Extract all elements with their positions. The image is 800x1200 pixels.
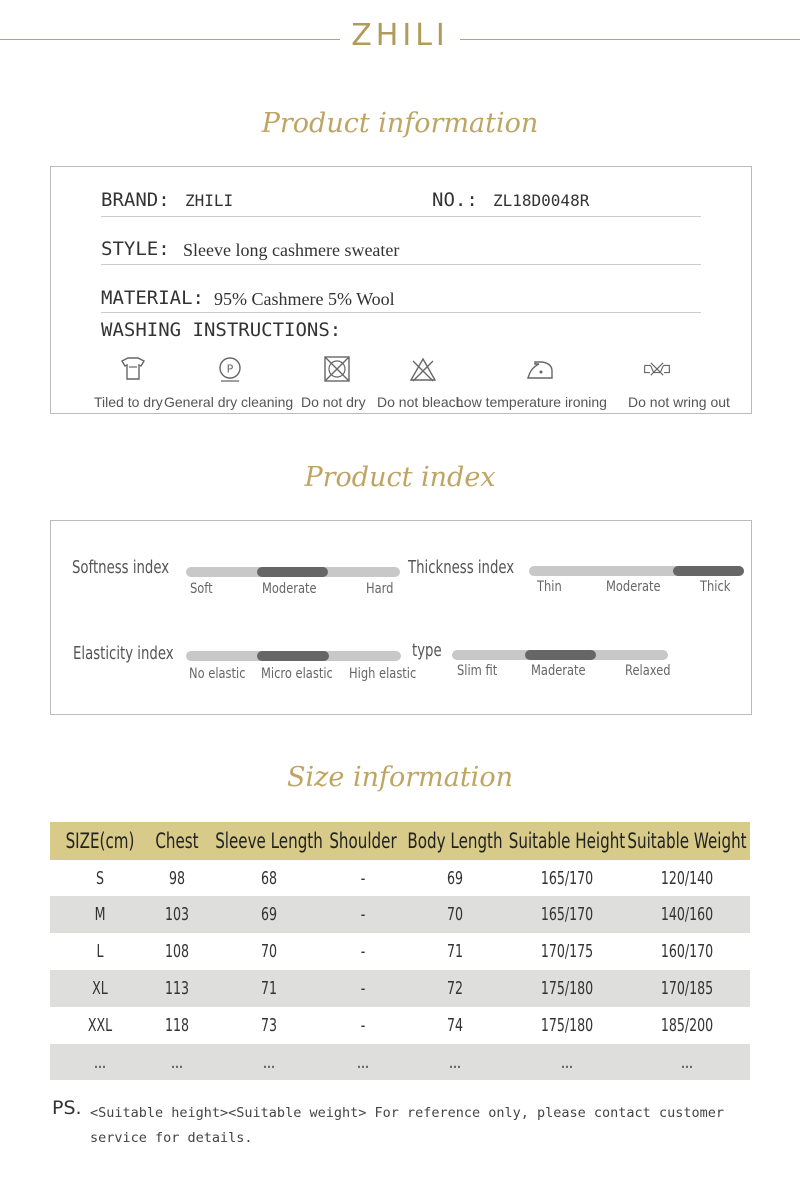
- table-cell: 74: [446, 1015, 464, 1036]
- table-row: [50, 970, 750, 1007]
- size-information-title: Size information: [287, 762, 513, 793]
- low-temperature-iron-icon: [525, 355, 555, 383]
- table-cell: 69: [260, 904, 278, 925]
- table-cell: 185/200: [660, 1015, 714, 1036]
- softness-index-label: Softness index: [72, 557, 170, 578]
- table-cell: 108: [164, 941, 190, 962]
- ps-mark: PS.: [52, 1097, 82, 1119]
- do-not-dry-icon: [322, 355, 352, 383]
- no-value: ZL18D0048R: [493, 191, 590, 210]
- table-cell: 69: [446, 867, 464, 889]
- table-cell: ...: [170, 1051, 184, 1073]
- table-row: [50, 1044, 750, 1080]
- table-cell: 175/180: [540, 978, 594, 999]
- header-body-length: Body Length: [407, 829, 503, 853]
- table-cell: 140/160: [660, 904, 714, 925]
- table-cell: 70: [446, 904, 464, 925]
- table-cell: 70: [260, 941, 278, 962]
- ps-note: <Suitable height><Suitable weight> For reference only, please contact customer service for details.: [90, 1105, 724, 1146]
- style-label: STYLE:: [101, 238, 170, 260]
- table-cell: 160/170: [660, 941, 714, 962]
- thickness-option-thin: Thin: [537, 579, 562, 595]
- wash-label-tiled-to-dry: Tiled to dry: [94, 394, 163, 410]
- wash-label-low-temp-iron: Low temperature ironing: [456, 394, 607, 410]
- table-cell: -: [360, 978, 366, 999]
- no-label: NO.:: [432, 189, 478, 211]
- softness-marker: [257, 567, 328, 577]
- table-cell: 113: [164, 978, 190, 999]
- table-cell: 165/170: [540, 867, 594, 889]
- table-cell: 68: [260, 867, 278, 889]
- table-cell: L: [96, 941, 104, 962]
- style-value: Sleeve long cashmere sweater: [183, 240, 400, 260]
- table-cell: ...: [262, 1051, 276, 1073]
- elasticity-index-label: Elasticity index: [73, 643, 174, 664]
- tiled-to-dry-icon: [118, 355, 148, 383]
- brand-divider-left: [0, 39, 340, 40]
- header-size: SIZE(cm): [65, 829, 135, 853]
- material-value: 95% Cashmere 5% Wool: [214, 289, 395, 309]
- table-cell: 72: [446, 978, 464, 999]
- header-shoulder: Shoulder: [329, 829, 397, 853]
- type-label: type: [412, 640, 442, 661]
- softness-option-moderate: Moderate: [262, 581, 317, 597]
- divider-style: [101, 264, 701, 265]
- brand-logo: ZHILI: [351, 18, 449, 53]
- size-table-header: [50, 822, 750, 860]
- table-cell: -: [360, 1015, 366, 1036]
- thickness-index-label: Thickness index: [408, 557, 515, 578]
- dry-cleaning-icon: [215, 355, 245, 383]
- divider-brand: [101, 216, 701, 217]
- product-index-box: [50, 520, 752, 715]
- do-not-bleach-icon: [408, 355, 438, 383]
- elasticity-marker: [257, 651, 329, 661]
- product-index-title: Product index: [304, 462, 496, 493]
- type-marker: [525, 650, 596, 660]
- washing-label: WASHING INSTRUCTIONS:: [101, 319, 342, 341]
- table-cell: 170/185: [660, 978, 714, 999]
- table-cell: ...: [448, 1051, 462, 1073]
- header-suitable-weight: Suitable Weight: [627, 829, 747, 853]
- table-cell: M: [94, 904, 106, 925]
- type-option-maderate: Maderate: [531, 663, 586, 679]
- brand-divider-right: [460, 39, 800, 40]
- table-cell: ...: [680, 1051, 694, 1073]
- size-table: [50, 822, 750, 1080]
- elasticity-option-high-elastic: High elastic: [349, 666, 417, 682]
- type-option-slim-fit: Slim fit: [457, 663, 498, 679]
- table-cell: 170/175: [540, 941, 594, 962]
- product-information-title: Product information: [261, 108, 539, 139]
- thickness-marker: [673, 566, 744, 576]
- do-not-wring-icon: [642, 355, 672, 383]
- table-cell: 73: [260, 1015, 278, 1036]
- type-option-relaxed: Relaxed: [625, 663, 671, 679]
- table-cell: XXL: [87, 1015, 113, 1036]
- brand-label: BRAND:: [101, 189, 170, 211]
- table-cell: -: [360, 941, 366, 962]
- table-cell: 118: [164, 1015, 190, 1036]
- table-cell: 165/170: [540, 904, 594, 925]
- header-chest: Chest: [155, 829, 199, 853]
- elasticity-option-micro-elastic: Micro elastic: [261, 666, 333, 682]
- table-cell: 98: [168, 867, 186, 889]
- thickness-option-moderate: Moderate: [606, 579, 661, 595]
- table-cell: S: [95, 867, 105, 889]
- table-cell: XL: [92, 978, 108, 999]
- wash-label-do-not-dry: Do not dry: [301, 394, 366, 410]
- brand-value: ZHILI: [185, 191, 234, 210]
- wash-label-dry-cleaning: General dry cleaning: [164, 394, 294, 410]
- table-cell: ...: [93, 1051, 107, 1073]
- header-sleeve-length: Sleeve Length: [215, 829, 323, 853]
- softness-option-hard: Hard: [366, 581, 394, 597]
- softness-option-soft: Soft: [190, 581, 213, 597]
- header-suitable-height: Suitable Height: [508, 829, 626, 853]
- table-cell: 175/180: [540, 1015, 594, 1036]
- table-cell: 120/140: [660, 867, 714, 889]
- table-cell: ...: [560, 1051, 574, 1073]
- table-cell: -: [360, 904, 366, 925]
- wash-label-do-not-bleach: Do not bleach: [377, 394, 464, 410]
- wash-label-do-not-wring: Do not wring out: [628, 394, 730, 410]
- table-row: [50, 896, 750, 933]
- table-row: [50, 933, 750, 970]
- table-cell: 71: [260, 978, 278, 999]
- table-row: [50, 1007, 750, 1044]
- svg-text:P: P: [226, 362, 234, 376]
- thickness-option-thick: Thick: [700, 579, 731, 595]
- table-row: [50, 860, 750, 896]
- material-label: MATERIAL:: [101, 287, 204, 309]
- elasticity-option-no-elastic: No elastic: [189, 666, 246, 682]
- table-cell: -: [360, 867, 366, 889]
- table-cell: 103: [164, 904, 190, 925]
- table-cell: ...: [356, 1051, 370, 1073]
- divider-material: [101, 312, 701, 313]
- table-cell: 71: [446, 941, 464, 962]
